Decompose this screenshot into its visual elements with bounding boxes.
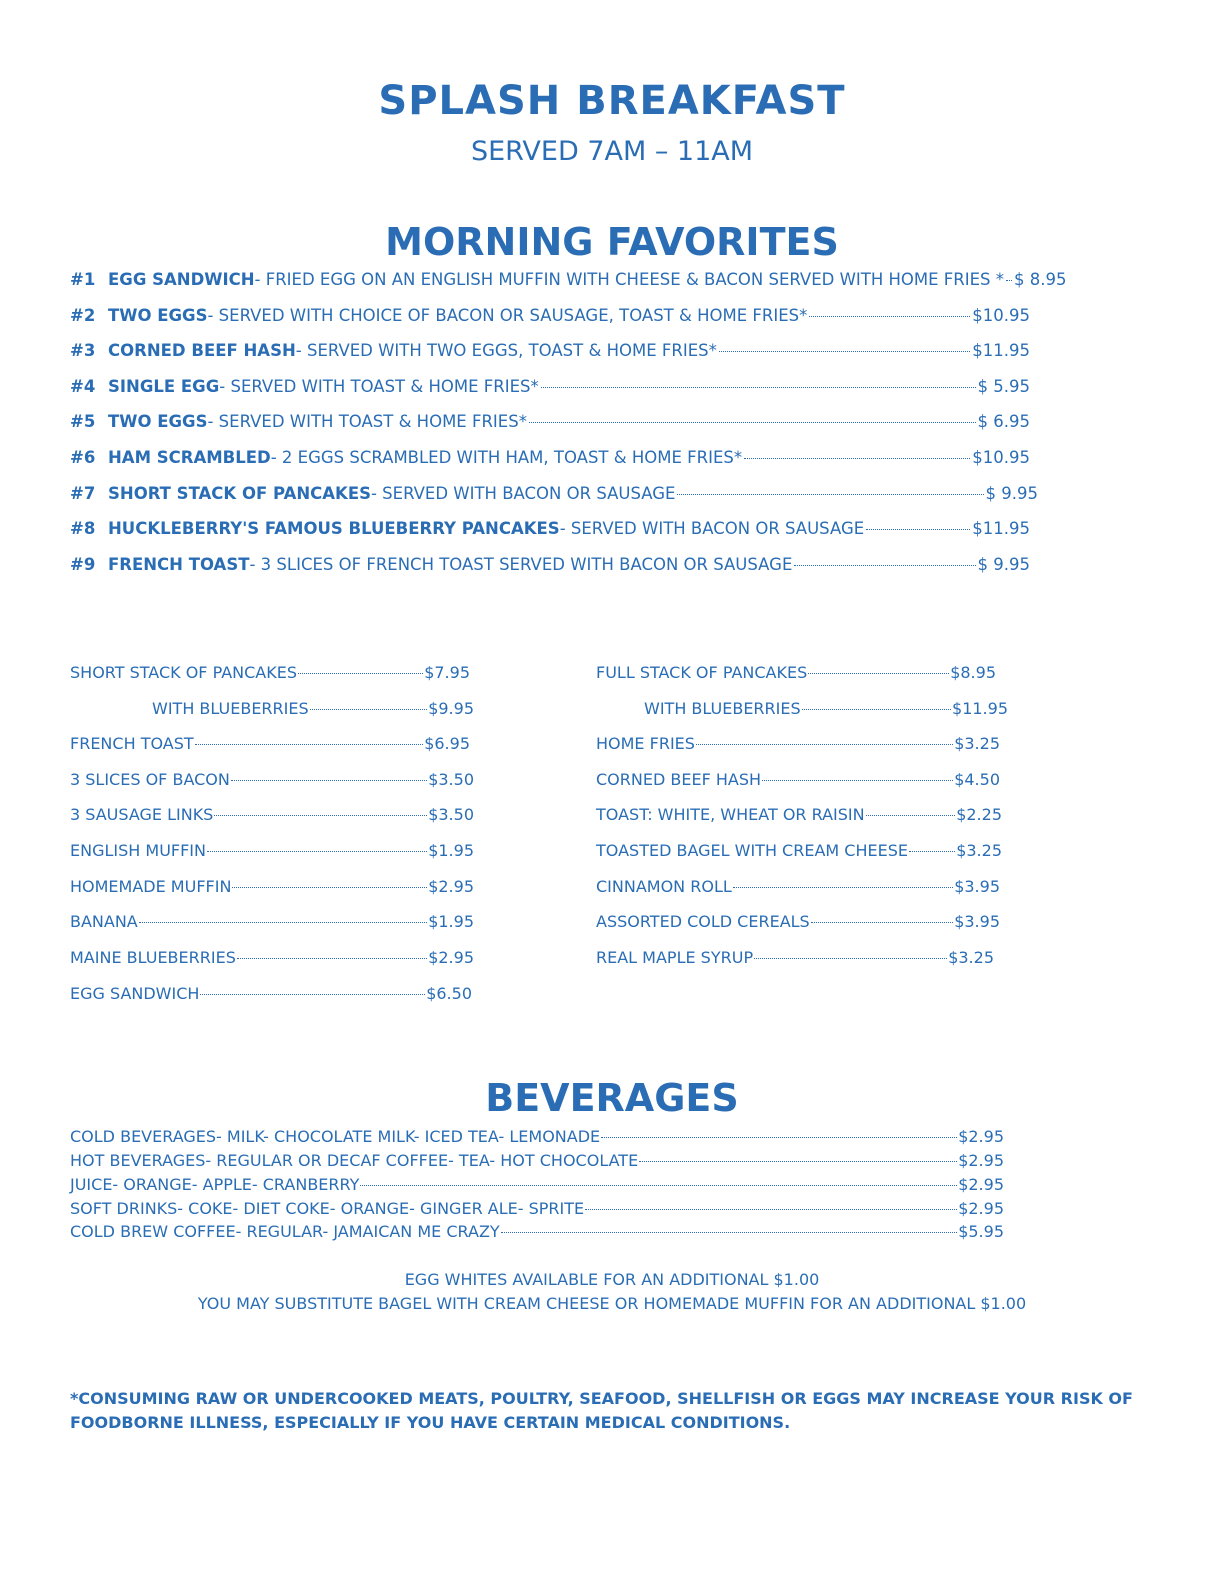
side-item-price: $7.95 — [424, 663, 470, 682]
favorite-name: TWO EGGS — [108, 306, 208, 325]
side-item-name: WITH BLUEBERRIES — [644, 699, 801, 718]
dot-leader — [677, 494, 983, 495]
dot-leader — [744, 458, 970, 459]
side-item-name: TOAST: WHITE, WHEAT OR RAISIN — [596, 805, 865, 824]
side-item-name: EGG SANDWICH — [70, 984, 200, 1003]
warning-line-2: FOODBORNE ILLNESS, ESPECIALLY IF YOU HAVE CERTAIN MEDICAL CONDITIONS. — [70, 1413, 791, 1432]
side-item-price: $2.95 — [428, 948, 474, 967]
favorite-item-4 — [70, 377, 1030, 401]
dot-leader — [794, 565, 975, 566]
side-item-name: ASSORTED COLD CEREALS — [596, 912, 810, 931]
favorite-price: $ 5.95 — [977, 377, 1030, 396]
favorite-name: HAM SCRAMBLED — [108, 448, 271, 467]
dot-leader — [360, 1185, 957, 1186]
serving-hours: SERVED 7AM – 11AM — [470, 136, 754, 167]
side-item-price: $3.95 — [954, 877, 1000, 896]
side-item-price: $9.95 — [428, 699, 474, 718]
side-item-name: FRENCH TOAST — [70, 734, 194, 753]
favorite-price: $11.95 — [972, 519, 1030, 538]
favorite-number: #8 — [70, 519, 96, 538]
dot-leader — [1006, 280, 1012, 281]
favorite-item-8 — [70, 519, 1030, 543]
side-item-name: HOME FRIES — [596, 734, 695, 753]
side-item-left-6 — [70, 841, 474, 863]
favorite-description: - SERVED WITH TOAST & HOME FRIES* — [219, 377, 539, 396]
favorite-description: - SERVED WITH BACON OR SAUSAGE — [559, 519, 865, 538]
dot-leader — [310, 709, 428, 710]
favorite-name: FRENCH TOAST — [108, 555, 250, 574]
dot-leader — [214, 815, 427, 816]
side-item-price: $8.95 — [950, 663, 996, 682]
dot-leader — [529, 422, 976, 423]
dot-leader — [719, 351, 970, 352]
beverage-item-5 — [70, 1222, 1004, 1244]
dot-leader — [754, 958, 947, 959]
favorite-description: - SERVED WITH BACON OR SAUSAGE — [370, 484, 676, 503]
favorite-price: $11.95 — [972, 341, 1030, 360]
favorite-number: #7 — [70, 484, 96, 503]
beverage-item-4 — [70, 1199, 1004, 1221]
dot-leader — [501, 1232, 958, 1233]
side-item-left-1 — [70, 663, 470, 685]
beverage-price: $2.95 — [958, 1127, 1004, 1146]
favorite-item-2 — [70, 306, 1030, 330]
side-item-left-7 — [70, 877, 474, 899]
favorite-number: #3 — [70, 341, 96, 360]
side-item-name: 3 SAUSAGE LINKS — [70, 805, 214, 824]
side-item-right-5 — [596, 805, 1002, 827]
beverage-item-2 — [70, 1151, 1004, 1173]
dot-leader — [200, 994, 425, 995]
favorite-description: - FRIED EGG ON AN ENGLISH MUFFIN WITH CHEESE & BACON SERVED WITH HOME FRIES * — [254, 270, 1005, 289]
dot-leader — [231, 780, 427, 781]
side-item-name: MAINE BLUEBERRIES — [70, 948, 236, 967]
side-item-price: $2.95 — [428, 877, 474, 896]
side-item-price: $3.25 — [956, 841, 1002, 860]
dot-leader — [866, 529, 970, 530]
favorite-description: - SERVED WITH CHOICE OF BACON OR SAUSAGE, TOAST & HOME FRIES* — [207, 306, 808, 325]
side-item-right-1 — [596, 663, 996, 685]
side-item-right-7 — [596, 877, 1000, 899]
favorite-price: $ 6.95 — [977, 412, 1030, 431]
side-item-price: $3.25 — [948, 948, 994, 967]
side-item-price: $6.50 — [426, 984, 472, 1003]
favorite-price: $ 9.95 — [985, 484, 1038, 503]
side-item-price: $3.25 — [954, 734, 1000, 753]
favorite-item-9 — [70, 555, 1030, 579]
favorite-price: $10.95 — [972, 448, 1030, 467]
morning-favorites-heading: MORNING FAVORITES — [385, 220, 839, 264]
dot-leader — [639, 1161, 957, 1162]
side-item-price: $1.95 — [428, 841, 474, 860]
side-item-right-4 — [596, 770, 1000, 792]
dot-leader — [696, 744, 953, 745]
side-item-name: REAL MAPLE SYRUP — [596, 948, 754, 967]
favorite-item-5 — [70, 412, 1030, 436]
favorite-item-1 — [70, 270, 1067, 294]
favorite-number: #5 — [70, 412, 96, 431]
dot-leader — [809, 316, 970, 317]
dot-leader — [195, 744, 424, 745]
side-item-price: $4.50 — [954, 770, 1000, 789]
side-item-name: FULL STACK OF PANCAKES — [596, 663, 808, 682]
beverage-price: $2.95 — [958, 1199, 1004, 1218]
dot-leader — [802, 709, 951, 710]
side-item-price: $2.25 — [956, 805, 1002, 824]
side-item-price: $1.95 — [428, 912, 474, 931]
favorite-name: SINGLE EGG — [108, 377, 220, 396]
beverage-item-3 — [70, 1175, 1004, 1197]
favorite-number: #9 — [70, 555, 96, 574]
side-item-price: $11.95 — [952, 699, 1008, 718]
side-item-left-3 — [70, 734, 470, 756]
dot-leader — [733, 887, 953, 888]
favorite-description: - 3 SLICES OF FRENCH TOAST SERVED WITH BACON OR SAUSAGE — [249, 555, 793, 574]
side-item-left-2 — [152, 699, 474, 721]
favorite-name: TWO EGGS — [108, 412, 208, 431]
favorite-name: HUCKLEBERRY'S FAMOUS BLUEBERRY PANCAKES — [108, 519, 560, 538]
dot-leader — [866, 815, 956, 816]
side-item-name: WITH BLUEBERRIES — [152, 699, 309, 718]
food-safety-warning — [70, 1387, 1170, 1435]
side-item-left-10 — [70, 984, 472, 1006]
side-item-name: TOASTED BAGEL WITH CREAM CHEESE — [596, 841, 908, 860]
side-item-right-8 — [596, 912, 1000, 934]
dot-leader — [808, 673, 949, 674]
beverages-heading: BEVERAGES — [485, 1076, 739, 1120]
dot-leader — [909, 851, 955, 852]
favorite-price: $10.95 — [972, 306, 1030, 325]
side-item-name: BANANA — [70, 912, 138, 931]
beverage-name: HOT BEVERAGES- REGULAR OR DECAF COFFEE- TEA- HOT CHOCOLATE — [70, 1151, 639, 1170]
favorite-price: $ 9.95 — [977, 555, 1030, 574]
dot-leader — [298, 673, 423, 674]
side-item-name: ENGLISH MUFFIN — [70, 841, 206, 860]
side-item-left-8 — [70, 912, 474, 934]
beverage-price: $2.95 — [958, 1175, 1004, 1194]
favorite-item-6 — [70, 448, 1030, 472]
warning-line-1: *CONSUMING RAW OR UNDERCOOKED MEATS, POULTRY, SEAFOOD, SHELLFISH OR EGGS MAY INCREASE YOUR RISK OF — [70, 1389, 1133, 1408]
side-item-right-9 — [596, 948, 994, 970]
beverage-price: $2.95 — [958, 1151, 1004, 1170]
dot-leader — [585, 1209, 957, 1210]
dot-leader — [237, 958, 427, 959]
dot-leader — [811, 922, 953, 923]
dot-leader — [207, 851, 427, 852]
side-item-price: $6.95 — [424, 734, 470, 753]
favorite-number: #4 — [70, 377, 96, 396]
favorite-name: EGG SANDWICH — [108, 270, 255, 289]
favorite-price: $ 8.95 — [1014, 270, 1067, 289]
dot-leader — [541, 387, 976, 388]
beverage-item-1 — [70, 1127, 1004, 1149]
dot-leader — [762, 780, 953, 781]
side-item-name: SHORT STACK OF PANCAKES — [70, 663, 297, 682]
beverage-name: JUICE- ORANGE- APPLE- CRANBERRY — [70, 1175, 360, 1194]
favorite-number: #2 — [70, 306, 96, 325]
favorite-description: - SERVED WITH TWO EGGS, TOAST & HOME FRIES* — [295, 341, 717, 360]
favorite-name: CORNED BEEF HASH — [108, 341, 296, 360]
side-item-name: 3 SLICES OF BACON — [70, 770, 230, 789]
substitution-note: YOU MAY SUBSTITUTE BAGEL WITH CREAM CHEESE OR HOMEMADE MUFFIN FOR AN ADDITIONAL $1.00 — [197, 1294, 1027, 1313]
favorite-description: - SERVED WITH TOAST & HOME FRIES* — [207, 412, 527, 431]
favorite-item-3 — [70, 341, 1030, 365]
beverage-name: COLD BEVERAGES- MILK- CHOCOLATE MILK- ICED TEA- LEMONADE — [70, 1127, 601, 1146]
favorite-description: - 2 EGGS SCRAMBLED WITH HAM, TOAST & HOME FRIES* — [270, 448, 743, 467]
favorite-number: #1 — [70, 270, 96, 289]
side-item-name: CINNAMON ROLL — [596, 877, 732, 896]
beverage-name: SOFT DRINKS- COKE- DIET COKE- ORANGE- GINGER ALE- SPRITE — [70, 1199, 585, 1218]
side-item-left-9 — [70, 948, 474, 970]
dot-leader — [232, 887, 427, 888]
side-item-price: $3.50 — [428, 805, 474, 824]
side-item-left-5 — [70, 805, 474, 827]
favorite-item-7 — [70, 484, 1038, 508]
beverage-price: $5.95 — [958, 1222, 1004, 1241]
dot-leader — [139, 922, 427, 923]
favorite-number: #6 — [70, 448, 96, 467]
favorite-name: SHORT STACK OF PANCAKES — [108, 484, 371, 503]
menu-title: SPLASH BREAKFAST — [378, 78, 846, 124]
beverage-name: COLD BREW COFFEE- REGULAR- JAMAICAN ME CRAZY — [70, 1222, 500, 1241]
side-item-name: CORNED BEEF HASH — [596, 770, 762, 789]
side-item-right-2 — [644, 699, 1008, 721]
dot-leader — [601, 1137, 957, 1138]
side-item-right-6 — [596, 841, 1002, 863]
egg-whites-note: EGG WHITES AVAILABLE FOR AN ADDITIONAL $1.00 — [404, 1270, 820, 1289]
side-item-left-4 — [70, 770, 474, 792]
side-item-price: $3.95 — [954, 912, 1000, 931]
side-item-name: HOMEMADE MUFFIN — [70, 877, 232, 896]
side-item-price: $3.50 — [428, 770, 474, 789]
side-item-right-3 — [596, 734, 1000, 756]
